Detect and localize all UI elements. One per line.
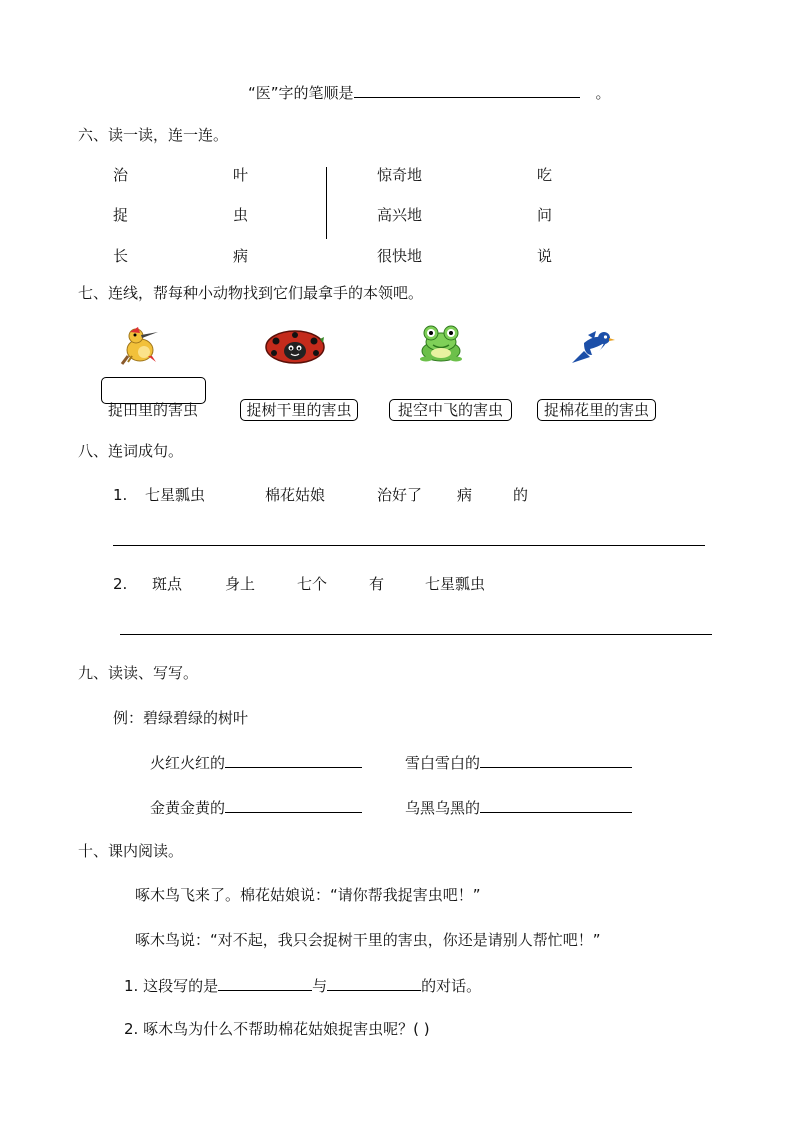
- word-chip: 棉花姑娘: [265, 486, 326, 504]
- q6-adverb[interactable]: 高兴地: [377, 206, 423, 224]
- word-chip: 的: [513, 486, 529, 504]
- word-chip: 病: [457, 486, 473, 504]
- q7-title: 七、连线，帮每种小动物找到它们最拿手的本领吧。: [78, 284, 424, 302]
- fill-blank[interactable]: [218, 975, 312, 991]
- word-chip: 斑点: [152, 575, 183, 593]
- fill-blank[interactable]: [480, 797, 632, 813]
- q6-adverb[interactable]: 惊奇地: [377, 166, 423, 184]
- q9-title: 九、读读、写写。: [78, 664, 199, 682]
- q6-verb[interactable]: 吃: [537, 166, 553, 184]
- q10-title: 十、课内阅读。: [78, 842, 184, 860]
- reading-question: 2. 啄木鸟为什么不帮助棉花姑娘捉害虫呢？( ): [124, 1020, 430, 1038]
- item-number: 2.: [113, 575, 128, 593]
- q6-verb[interactable]: 说: [537, 247, 553, 265]
- fill-blank[interactable]: [480, 752, 632, 768]
- fill-blank[interactable]: [225, 752, 362, 768]
- fill-item: 雪白雪白的: [405, 752, 632, 773]
- skill-box[interactable]: 捉树干里的害虫: [240, 399, 358, 421]
- fill-item: 火红火红的: [150, 752, 362, 773]
- q6-verb[interactable]: 问: [537, 206, 553, 224]
- skill-label[interactable]: 捉田里的害虫: [108, 401, 199, 419]
- word-chip: 七个: [297, 575, 328, 593]
- fill-item: 乌黑乌黑的: [405, 797, 632, 818]
- item-number: 1.: [113, 486, 128, 504]
- ladybug-icon[interactable]: [264, 329, 326, 365]
- q9-example: 例：碧绿碧绿的树叶: [113, 709, 249, 727]
- reading-paragraph: 啄木鸟飞来了。棉花姑娘说：“请你帮我捉害虫吧！”: [135, 886, 481, 904]
- reading-question: 1. 这段写的是 与 的对话。: [124, 977, 482, 995]
- word-chip: 治好了: [377, 486, 423, 504]
- stroke-order-question: “医”字的笔顺是 。: [248, 84, 611, 102]
- fill-item: 金黄金黄的: [150, 797, 362, 818]
- fill-blank[interactable]: [327, 975, 421, 991]
- q6-left-word[interactable]: 长: [113, 247, 129, 265]
- skill-box[interactable]: 捉空中飞的害虫: [389, 399, 512, 421]
- q6-title: 六、读一读，连一连。: [78, 126, 229, 144]
- q8-title: 八、连词成句。: [78, 442, 184, 460]
- swallow-icon[interactable]: [570, 329, 616, 365]
- word-chip: 身上: [225, 575, 256, 593]
- skill-box[interactable]: 捉棉花里的害虫: [537, 399, 656, 421]
- column-divider: [326, 167, 327, 239]
- word-chip: 七星瓢虫: [425, 575, 486, 593]
- q6-mid-word[interactable]: 虫: [233, 206, 249, 224]
- answer-line[interactable]: [113, 545, 705, 546]
- q6-left-word[interactable]: 治: [113, 166, 129, 184]
- word-chip: 七星瓢虫: [145, 486, 206, 504]
- q6-mid-word[interactable]: 病: [233, 247, 249, 265]
- answer-line[interactable]: [120, 634, 712, 635]
- woodpecker-icon[interactable]: [118, 326, 164, 366]
- q6-adverb[interactable]: 很快地: [377, 247, 423, 265]
- stroke-order-blank[interactable]: [354, 82, 580, 98]
- fill-blank[interactable]: [225, 797, 362, 813]
- q6-mid-word[interactable]: 叶: [233, 166, 249, 184]
- frog-icon[interactable]: [418, 325, 464, 363]
- reading-paragraph: 啄木鸟说：“对不起，我只会捉树干里的害虫，你还是请别人帮忙吧！”: [135, 931, 601, 949]
- q6-left-word[interactable]: 捉: [113, 206, 129, 224]
- word-chip: 有: [369, 575, 385, 593]
